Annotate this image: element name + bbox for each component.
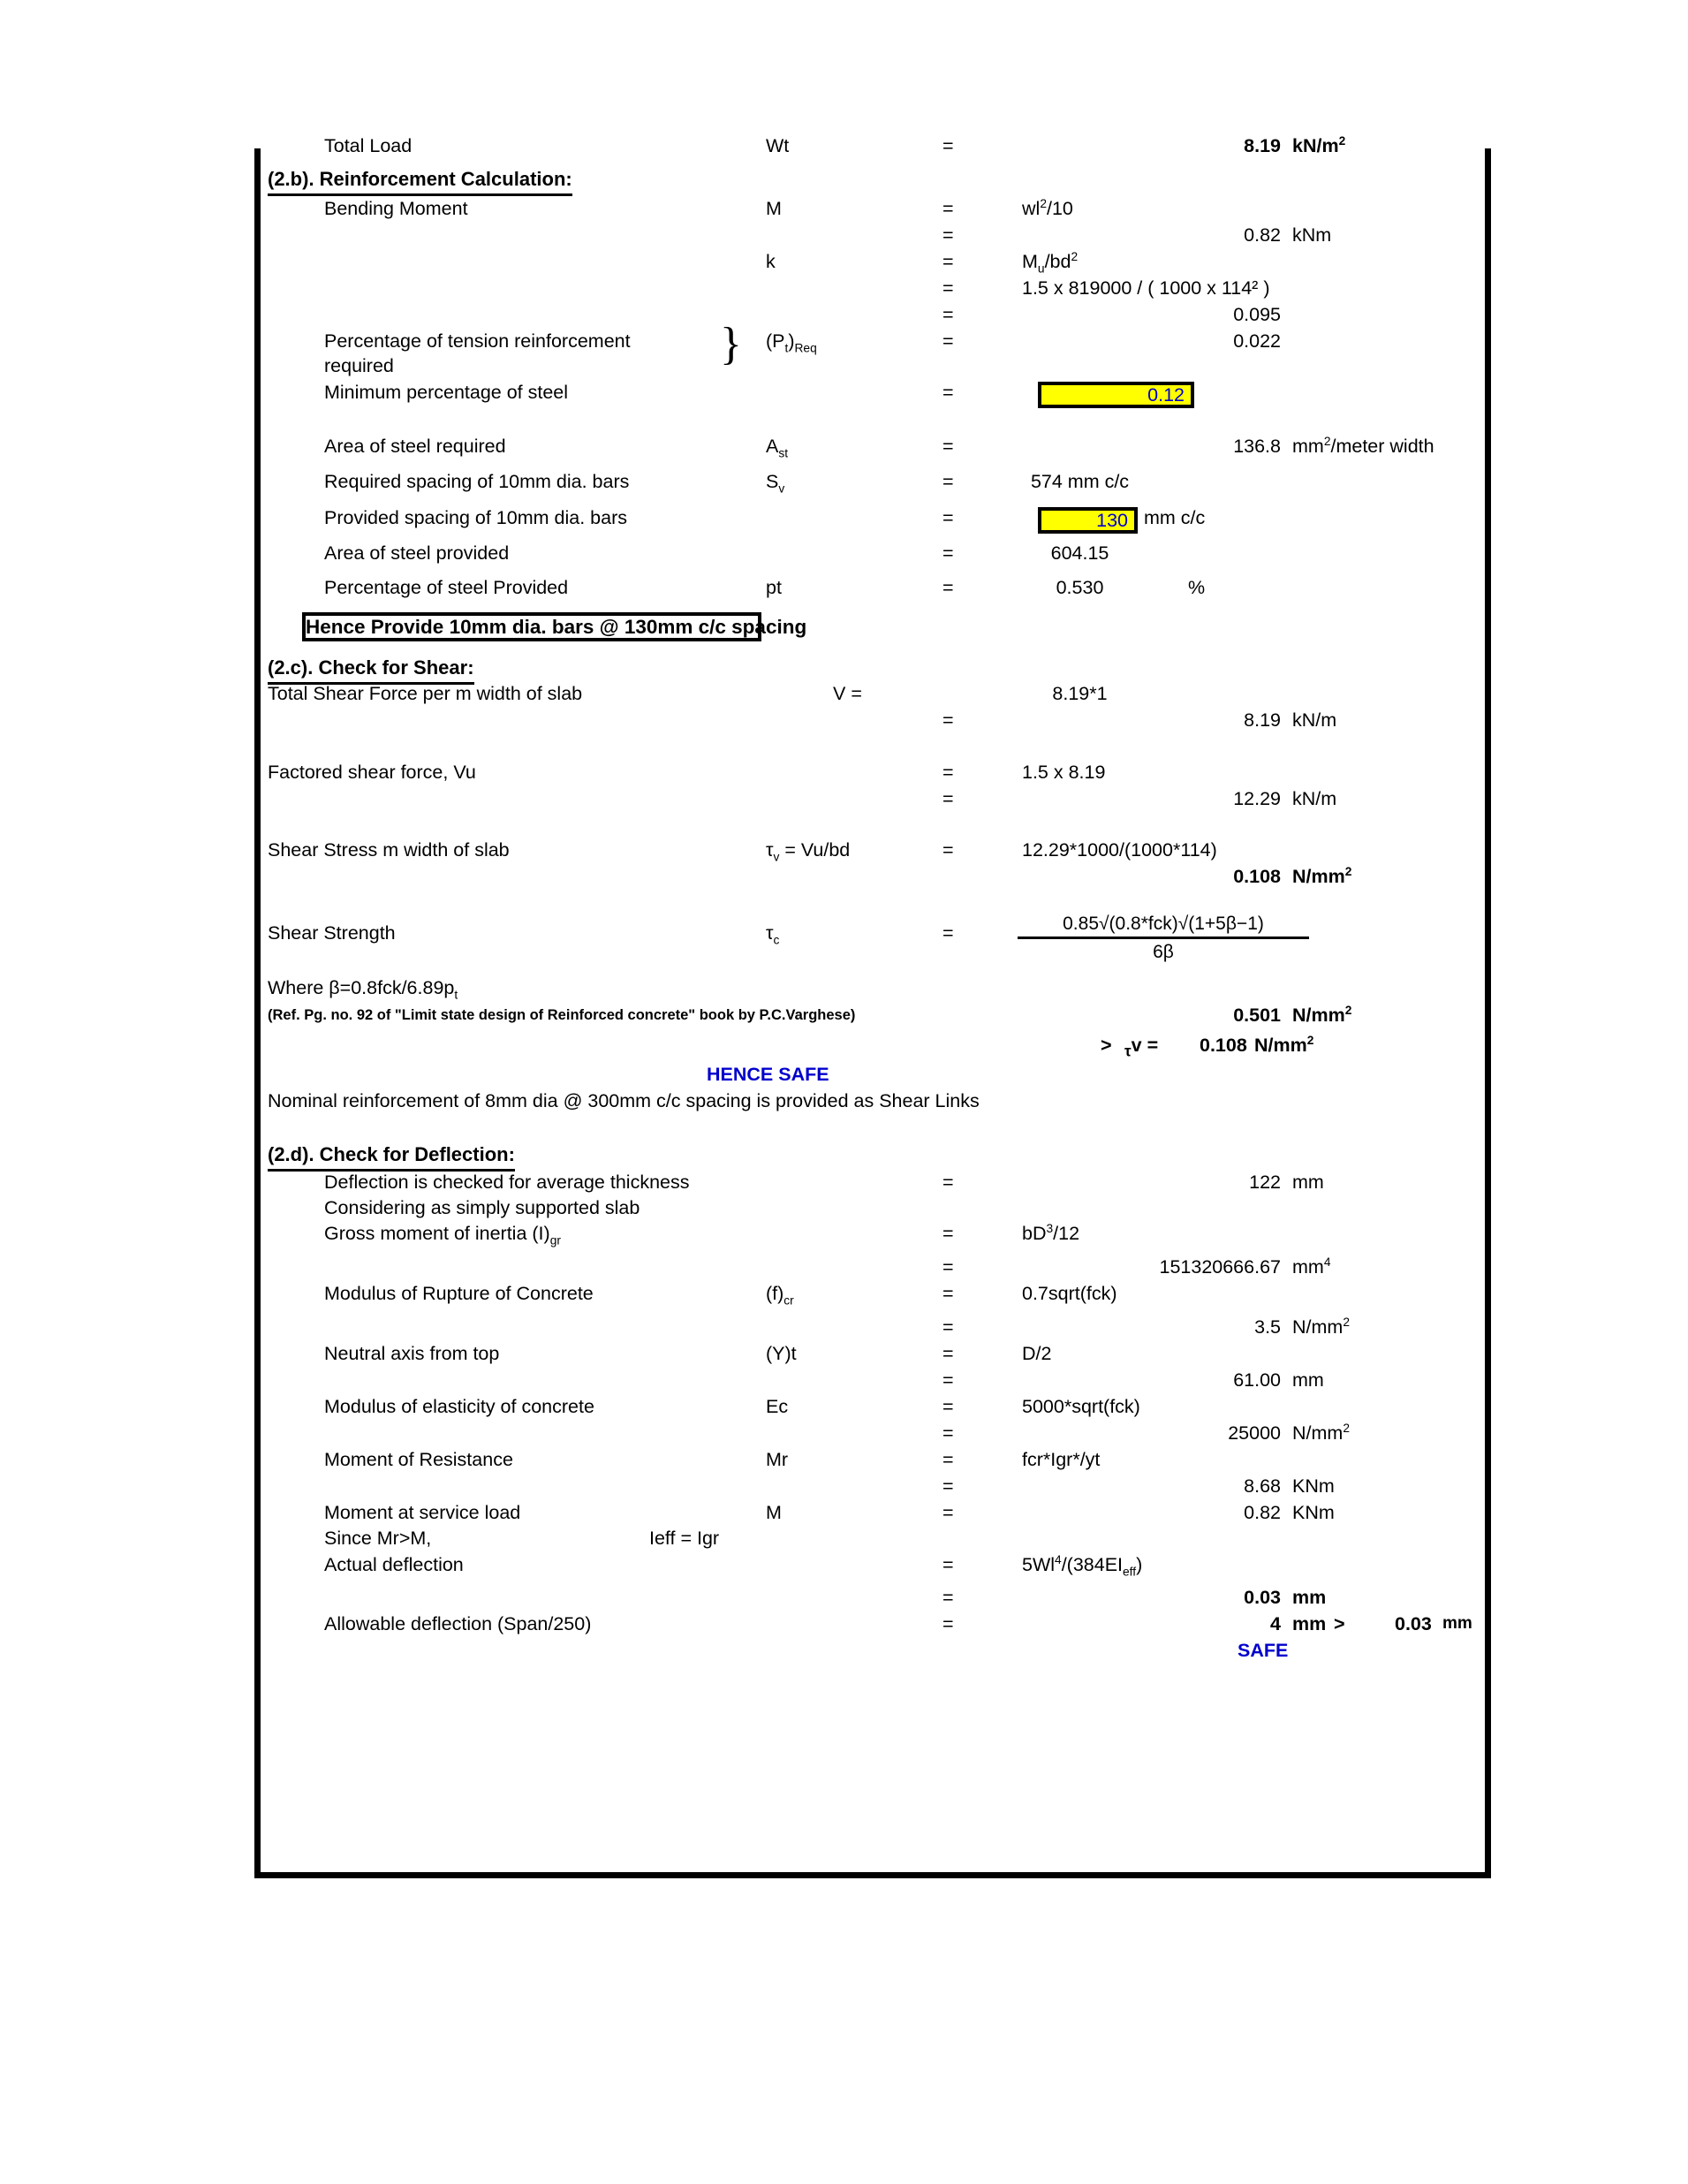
row-total-shear-force-result — [261, 707, 1485, 733]
moment-resistance-unit: KNm — [1292, 1475, 1335, 1497]
shear-comparison-operator: > — [1101, 1035, 1112, 1056]
gross-moment-inertia-value: 151320666.67 — [1159, 1256, 1281, 1278]
modulus-elasticity-unit: $N/mm^2$ — [1292, 1421, 1350, 1444]
neutral-axis-unit: mm — [1292, 1369, 1324, 1391]
moment-service-load-unit: KNm — [1292, 1502, 1335, 1523]
row-shear-verdict — [261, 1061, 1485, 1088]
average-thickness-equals: = — [942, 1172, 954, 1193]
row-area-steel-provided — [261, 540, 1485, 566]
k-expression: 1.5 x 819000 / ( 1000 x 114² ) — [1022, 277, 1270, 299]
row-required-spacing — [261, 468, 1485, 495]
area-steel-provided-value: 604.15 — [1050, 542, 1109, 564]
k-value: 0.095 — [1233, 304, 1281, 325]
heading-reinforcement-calculation: (2.b). Reinforcement Calculation: — [268, 166, 572, 196]
row-bending-moment-value — [261, 222, 1485, 248]
since-mr-gt-m-label: Since Mr>M, — [324, 1528, 432, 1549]
row-simply-supported-note — [261, 1194, 1485, 1221]
moment-resistance-equals: = — [942, 1449, 954, 1470]
row-deflection-verdict — [261, 1637, 1485, 1664]
pt-required-value: 0.022 — [1233, 330, 1281, 352]
actual-deflection-label: Actual deflection — [324, 1554, 464, 1575]
moment-service-load-label: Moment at service load — [324, 1502, 521, 1523]
total-load-equals: = — [942, 135, 954, 156]
heading-check-for-deflection: (2.d). Check for Deflection: — [268, 1141, 515, 1172]
actual-deflection-equals-2: = — [942, 1587, 954, 1608]
k-formula: $M_u/bd^2$ — [1022, 249, 1079, 276]
actual-deflection-unit: mm — [1292, 1587, 1327, 1608]
row-provided-spacing — [261, 504, 1485, 531]
required-spacing-value: 574 mm c/c — [1030, 471, 1130, 492]
shear-strength-symbol: $\tau_c$ — [766, 922, 780, 947]
neutral-axis-formula: D/2 — [1022, 1343, 1052, 1364]
shear-strength-unit: $N/mm^2$ — [1292, 1003, 1352, 1026]
allowable-deflection-operator: > — [1334, 1613, 1345, 1634]
modulus-rupture-equals: = — [942, 1283, 954, 1304]
area-steel-required-unit: $mm^2$/meter width — [1292, 434, 1434, 457]
row-moment-resistance — [261, 1446, 1485, 1473]
moment-service-load-equals: = — [942, 1502, 954, 1523]
simply-supported-note: Considering as simply supported slab — [324, 1197, 640, 1218]
allowable-deflection-unit: mm — [1292, 1613, 1327, 1634]
actual-deflection-formula: $5Wl^4/(384EI_{eff})$ — [1022, 1552, 1143, 1579]
modulus-rupture-formula: 0.7sqrt(fck) — [1022, 1283, 1117, 1304]
min-pct-steel-label: Minimum percentage of steel — [324, 382, 569, 403]
area-steel-required-equals: = — [942, 436, 954, 457]
gross-moment-inertia-label: Gross moment of inertia $(I)_{gr}$ — [324, 1223, 561, 1247]
row-shear-comparison — [261, 1032, 1485, 1058]
modulus-rupture-label: Modulus of Rupture of Concrete — [324, 1283, 594, 1304]
row-since-mr-gt-m — [261, 1525, 1485, 1551]
modulus-elasticity-value: 25000 — [1228, 1422, 1281, 1444]
modulus-rupture-value: 3.5 — [1254, 1316, 1281, 1338]
row-neutral-axis — [261, 1340, 1485, 1367]
row-k-value — [261, 301, 1485, 328]
row-total-shear-force — [261, 680, 1485, 707]
factored-shear-force-value-1: 1.5 x 8.19 — [1022, 762, 1106, 783]
factored-shear-force-value-2: 12.29 — [1233, 788, 1281, 809]
total-shear-force-unit: kN/m — [1292, 709, 1337, 731]
area-steel-provided-equals: = — [942, 542, 954, 564]
neutral-axis-label: Neutral axis from top — [324, 1343, 500, 1364]
moment-resistance-equals-2: = — [942, 1475, 954, 1497]
required-spacing-label: Required spacing of 10mm dia. bars — [324, 471, 630, 492]
gross-moment-inertia-formula: $bD^3/12$ — [1022, 1221, 1080, 1244]
row-bending-moment — [261, 195, 1485, 222]
average-thickness-unit: mm — [1292, 1172, 1324, 1193]
row-pt-required — [261, 328, 1485, 354]
row-average-thickness — [261, 1169, 1485, 1195]
bending-moment-equals-2: = — [942, 224, 954, 246]
heading-check-for-shear: (2.c). Check for Shear: — [268, 655, 474, 685]
nominal-reinforcement-note: Nominal reinforcement of 8mm dia @ 300mm c/c spacing is provided as Shear Links — [268, 1090, 980, 1111]
area-steel-required-label: Area of steel required — [324, 436, 506, 457]
row-reference-and-tc — [261, 1004, 1485, 1027]
row-pct-steel-provided — [261, 574, 1485, 601]
bending-moment-unit: kNm — [1292, 224, 1332, 246]
shear-strength-numerator: 0.85√(0.8*fck)√(1+5β−1) — [1018, 914, 1309, 939]
row-k-expression — [261, 275, 1485, 301]
moment-resistance-label: Moment of Resistance — [324, 1449, 513, 1470]
shear-stress-symbol: $\tau_v = Vu/bd$ — [766, 839, 851, 864]
total-shear-force-label: Total Shear Force per m width of slab — [268, 683, 583, 704]
moment-service-load-symbol: M — [766, 1502, 782, 1523]
shear-stress-value: 0.108 — [1233, 866, 1281, 887]
k-equals: = — [942, 251, 954, 272]
area-steel-required-value: 136.8 — [1233, 436, 1281, 457]
row-total-load — [261, 133, 1485, 159]
bending-moment-formula: $wl^2/10$ — [1022, 196, 1073, 219]
shear-verdict-badge: HENCE SAFE — [707, 1064, 829, 1085]
row-factored-shear-force-result — [261, 785, 1485, 812]
row-gross-moment-inertia — [261, 1220, 1485, 1247]
moment-service-load-value: 0.82 — [1244, 1502, 1281, 1523]
neutral-axis-symbol: (Y)t — [766, 1343, 797, 1364]
row-allowable-deflection — [261, 1611, 1485, 1637]
k-symbol: k — [766, 251, 776, 272]
bending-moment-equals: = — [942, 198, 954, 219]
allowable-deflection-compare-value: 0.03 — [1395, 1613, 1432, 1634]
total-load-value: 8.19 — [1244, 135, 1281, 156]
factored-shear-force-unit: kN/m — [1292, 788, 1337, 809]
shear-strength-denominator: 6β — [1153, 942, 1174, 962]
actual-deflection-equals: = — [942, 1554, 954, 1575]
modulus-elasticity-label: Modulus of elasticity of concrete — [324, 1396, 594, 1417]
bending-moment-symbol: M — [766, 198, 782, 219]
row-modulus-elasticity — [261, 1393, 1485, 1420]
row-modulus-rupture-result — [261, 1314, 1485, 1340]
where-beta-text: Where $\beta=0.8fck/6.89p_t$ — [268, 977, 458, 1002]
row-modulus-rupture — [261, 1280, 1485, 1307]
pct-steel-provided-equals: = — [942, 577, 954, 598]
shear-stress-expression: 12.29*1000/(1000*114) — [1022, 839, 1217, 861]
sheet-frame — [254, 133, 1491, 1878]
row-shear-stress-result — [261, 863, 1485, 890]
factored-shear-force-label: Factored shear force, Vu — [268, 762, 476, 783]
row-factored-shear-force — [261, 759, 1485, 785]
bending-moment-label: Bending Moment — [324, 198, 468, 219]
total-load-symbol: Wt — [766, 135, 790, 156]
pt-required-label-line2: required — [324, 355, 394, 376]
shear-comparison-value: 0.108 — [1200, 1035, 1247, 1056]
grouping-brace-icon: } — [720, 319, 742, 369]
total-shear-force-symbol-equals: V = — [833, 683, 862, 704]
required-spacing-equals: = — [942, 471, 954, 492]
row-moment-service-load — [261, 1499, 1485, 1526]
average-thickness-value: 122 — [1249, 1172, 1281, 1193]
allowable-deflection-label: Allowable deflection (Span/250) — [324, 1613, 592, 1634]
reinforcement-conclusion-box: Hence Provide 10mm dia. bars @ 130mm c/c spacing — [302, 612, 761, 641]
pt-required-equals: = — [942, 330, 954, 352]
shear-stress-label: Shear Stress m width of slab — [268, 839, 510, 861]
required-spacing-symbol: $S_v$ — [766, 471, 785, 496]
min-pct-steel-equals: = — [942, 382, 954, 403]
provided-spacing-equals: = — [942, 507, 954, 528]
sheet-content — [261, 133, 1485, 1872]
modulus-elasticity-symbol: Ec — [766, 1396, 789, 1417]
shear-reference-note: (Ref. Pg. no. 92 of "Limit state design of Reinforced concrete" book by P.C.Varghese) — [268, 1007, 856, 1023]
shear-strength-equals: = — [942, 922, 954, 944]
actual-deflection-value: 0.03 — [1244, 1587, 1281, 1608]
row-where-beta — [261, 974, 1485, 1001]
area-steel-required-symbol: $A_{st}$ — [766, 436, 789, 460]
row-shear-stress — [261, 837, 1485, 863]
modulus-elasticity-formula: 5000*sqrt(fck) — [1022, 1396, 1140, 1417]
gross-moment-inertia-equals: = — [942, 1223, 954, 1244]
moment-resistance-formula: fcr*Igr*/yt — [1022, 1449, 1101, 1470]
neutral-axis-equals: = — [942, 1343, 954, 1364]
allowable-deflection-value: 4 — [1270, 1613, 1281, 1634]
gross-moment-inertia-equals-2: = — [942, 1256, 954, 1278]
pct-steel-provided-label: Percentage of steel Provided — [324, 577, 569, 598]
shear-strength-value: 0.501 — [1233, 1005, 1281, 1026]
pct-steel-provided-unit: % — [1188, 577, 1206, 598]
shear-strength-label: Shear Strength — [268, 922, 396, 944]
allowable-deflection-equals: = — [942, 1613, 954, 1634]
average-thickness-label: Deflection is checked for average thickness — [324, 1172, 690, 1193]
factored-shear-force-equals: = — [942, 762, 954, 783]
provided-spacing-input[interactable]: 130 — [1038, 507, 1138, 534]
provided-spacing-label: Provided spacing of 10mm dia. bars — [324, 507, 627, 528]
row-moment-resistance-result — [261, 1473, 1485, 1499]
k-equals-2: = — [942, 277, 954, 299]
moment-resistance-symbol: Mr — [766, 1449, 789, 1470]
row-gross-moment-inertia-result — [261, 1254, 1485, 1280]
row-modulus-elasticity-result — [261, 1420, 1485, 1446]
row-nominal-reinforcement-note — [261, 1088, 1485, 1114]
allowable-deflection-compare-unit: mm — [1442, 1614, 1472, 1633]
row-k — [261, 248, 1485, 275]
total-load-label: Total Load — [324, 135, 413, 156]
shear-strength-formula — [1018, 914, 1309, 963]
shear-comparison-symbol: $_\tau$v = — [1124, 1035, 1159, 1060]
modulus-elasticity-equals-2: = — [942, 1422, 954, 1444]
provided-spacing-unit: mm c/c — [1144, 507, 1206, 528]
pt-required-label-line1: Percentage of tension reinforcement — [324, 330, 631, 352]
pct-steel-provided-symbol: pt — [766, 577, 782, 598]
min-pct-steel-input[interactable]: 0.12 — [1038, 382, 1194, 408]
factored-shear-force-equals-2: = — [942, 788, 954, 809]
row-pt-required-line2 — [261, 353, 1485, 379]
row-actual-deflection — [261, 1551, 1485, 1578]
pct-steel-provided-value: 0.530 — [1056, 577, 1104, 598]
modulus-elasticity-equals: = — [942, 1396, 954, 1417]
neutral-axis-equals-2: = — [942, 1369, 954, 1391]
shear-stress-equals: = — [942, 839, 954, 861]
row-neutral-axis-result — [261, 1367, 1485, 1393]
row-actual-deflection-result — [261, 1584, 1485, 1611]
total-shear-force-value-1: 8.19*1 — [1052, 683, 1108, 704]
k-equals-3: = — [942, 304, 954, 325]
modulus-rupture-equals-2: = — [942, 1316, 954, 1338]
moment-resistance-value: 8.68 — [1244, 1475, 1281, 1497]
deflection-verdict-badge: SAFE — [1238, 1640, 1289, 1661]
bending-moment-value: 0.82 — [1244, 224, 1281, 246]
gross-moment-inertia-unit: $mm^4$ — [1292, 1255, 1331, 1278]
total-load-unit: $kN/m^2$ — [1292, 133, 1346, 156]
shear-comparison-unit: $N/mm^2$ — [1254, 1033, 1314, 1056]
row-min-pct-steel — [261, 379, 1485, 406]
shear-stress-unit: $N/mm^2$ — [1292, 864, 1352, 887]
pt-required-symbol: $(P_t)_{Req}$ — [766, 330, 817, 355]
modulus-rupture-symbol: $(f)_{cr}$ — [766, 1283, 794, 1308]
modulus-rupture-unit: $N/mm^2$ — [1292, 1315, 1350, 1338]
neutral-axis-value: 61.00 — [1233, 1369, 1281, 1391]
area-steel-provided-label: Area of steel provided — [324, 542, 510, 564]
ieff-equals-igr-note: Ieff = Igr — [649, 1528, 720, 1549]
total-shear-force-value-2: 8.19 — [1244, 709, 1281, 731]
total-shear-force-equals-2: = — [942, 709, 954, 731]
row-area-steel-required — [261, 433, 1485, 459]
